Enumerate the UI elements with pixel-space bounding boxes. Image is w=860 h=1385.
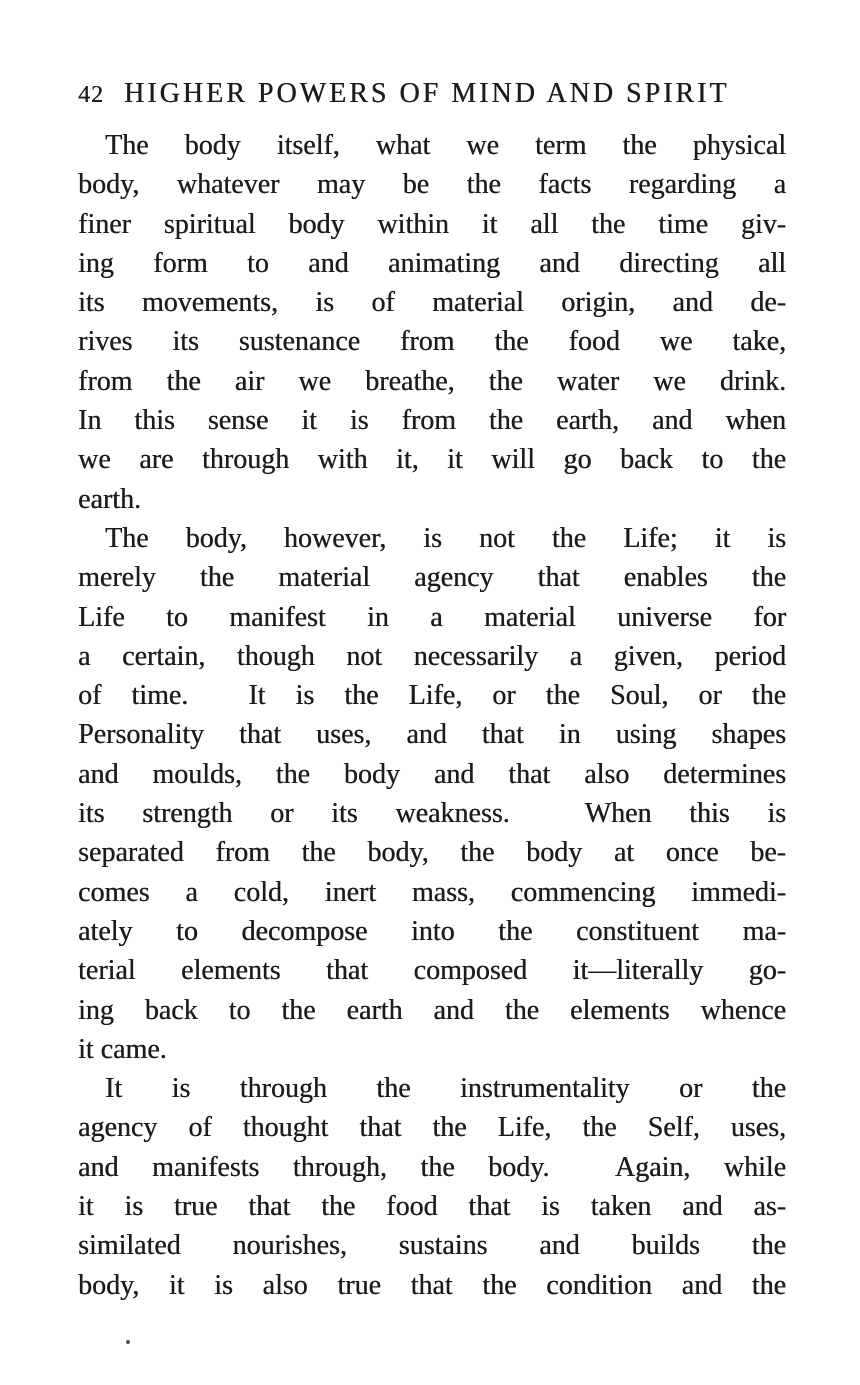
page-number: 42: [78, 82, 104, 108]
text-line: similated nourishes, sustains and builds the: [78, 1230, 786, 1262]
text-line: body, whatever may be the facts regarding a: [78, 169, 786, 201]
text-line: we are through with it, it will go back to the: [78, 444, 786, 476]
text-line: ately to decompose into the constituent ma-: [78, 915, 786, 947]
text-line: In this sense it is from the earth, and when: [78, 405, 786, 437]
page-body: [78, 126, 786, 1305]
page-content: [78, 78, 786, 1305]
text-line: comes a cold, inert mass, commencing immedi-: [78, 876, 786, 908]
text-line: it is true that the food that is taken and as-: [78, 1191, 786, 1223]
text-line: earth.: [78, 483, 141, 515]
text-line: The body, however, is not the Life; it is: [105, 522, 786, 554]
paragraph: [78, 519, 786, 1069]
text-line: Life to manifest in a material universe for: [78, 601, 786, 633]
text-line: body, it is also true that the condition and the: [78, 1269, 786, 1301]
paragraph: [78, 126, 786, 519]
text-line: separated from the body, the body at once be-: [78, 837, 786, 869]
text-line: ing form to and animating and directing all: [78, 247, 786, 279]
text-line: finer spiritual body within it all the time giv-: [78, 208, 786, 240]
text-line: terial elements that composed it—literally go-: [78, 955, 786, 987]
paragraph: [78, 1069, 786, 1305]
text-line: a certain, though not necessarily a given, period: [78, 640, 786, 672]
text-line: from the air we breathe, the water we drink.: [78, 365, 786, 397]
text-line: It is through the instrumentality or the: [105, 1073, 786, 1105]
running-head: [78, 78, 786, 110]
text-line: its strength or its weakness. When this is: [78, 798, 786, 830]
text-line: The body itself, what we term the physical: [105, 130, 786, 161]
scan-speck: [126, 1340, 130, 1344]
text-line: it came.: [78, 1033, 167, 1065]
text-line: ing back to the earth and the elements whence: [78, 994, 786, 1026]
text-line: and manifests through, the body. Again, while: [78, 1151, 786, 1183]
text-line: agency of thought that the Life, the Self, uses,: [78, 1112, 786, 1144]
text-line: and moulds, the body and that also determines: [78, 758, 786, 790]
text-line: merely the material agency that enables the: [78, 562, 786, 594]
running-head-title: HIGHER POWERS OF MIND AND SPIRIT: [124, 78, 730, 109]
text-line: rives its sustenance from the food we take,: [78, 326, 786, 358]
text-line: of time. It is the Life, or the Soul, or the: [78, 680, 786, 712]
text-line: Personality that uses, and that in using shapes: [78, 719, 786, 751]
text-line: its movements, is of material origin, and de-: [78, 287, 786, 319]
